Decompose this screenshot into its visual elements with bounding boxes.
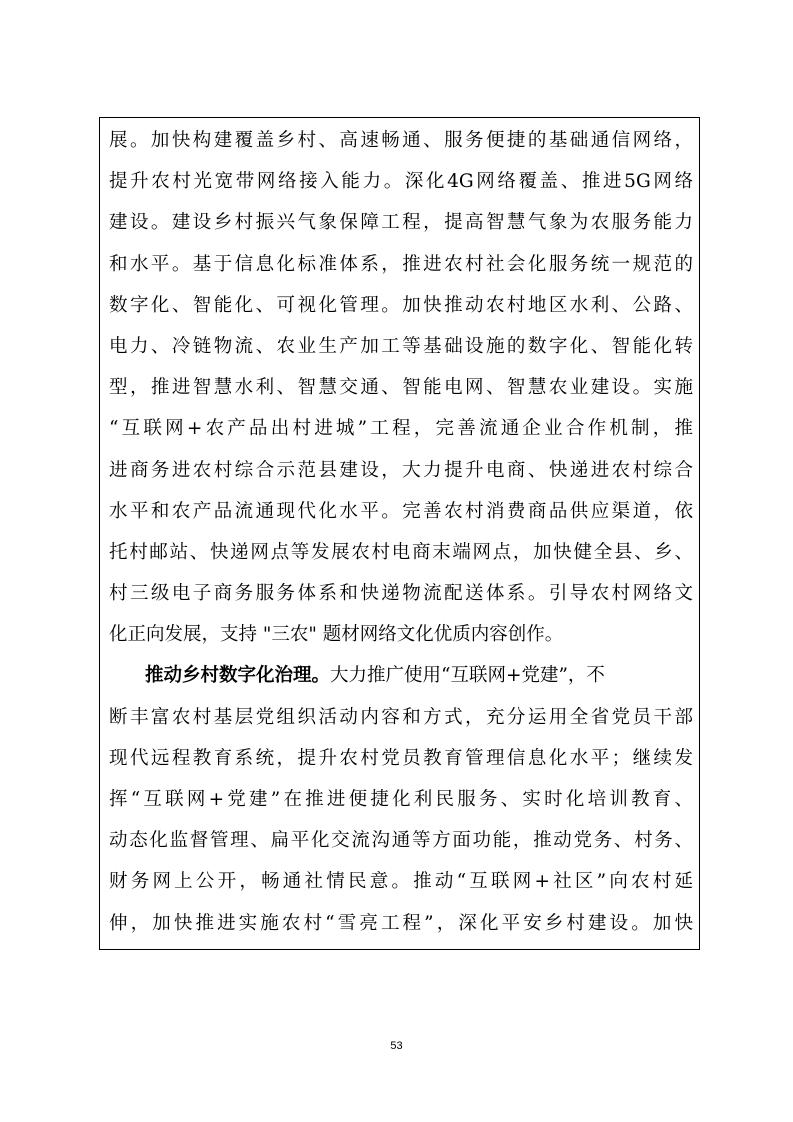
text-line: 动态化监督管理、扁平化交流沟通等方面功能，推动党务、村务、	[109, 830, 693, 852]
text-line: 化正向发展，支持 "三农" 题材网络文化优质内容创作。	[109, 624, 564, 646]
text-line: 财务网上公开，畅通社情民意。推动“互联网+社区”向农村延	[109, 871, 693, 893]
text-line: 进商务进农村综合示范县建设，大力提升电商、快递进农村综合	[109, 459, 693, 481]
paragraph-2-first-line	[109, 655, 693, 696]
text-line: 数字化、智能化、可视化管理。加快推动农村地区水利、公路、	[109, 294, 693, 316]
text-line: 现代远程教育系统，提升农村党员教育管理信息化水平；继续发	[109, 747, 693, 769]
text-line: “互联网+农产品出村进城”工程，完善流通企业合作机制，推	[109, 418, 693, 440]
text-line: 电力、冷链物流、农业生产加工等基础设施的数字化、智能化转	[109, 335, 693, 357]
text-line: 提升农村光宽带网络接入能力。深化4G网络覆盖、推进5G网络	[109, 171, 693, 193]
text-line: 伸，加快推进实施农村“雪亮工程”，深化平安乡村建设。加快	[109, 912, 693, 934]
text-line: 型，推进智慧水利、智慧交通、智能电网、智慧农业建设。实施	[109, 377, 693, 399]
text-line: 挥“互联网+党建”在推进便捷化利民服务、实时化培训教育、	[109, 789, 693, 810]
text-run: 大力推广使用“互联网+党建”，不	[330, 665, 605, 687]
text-line: 水平和农产品流通现代化水平。完善农村消费商品供应渠道，依	[109, 500, 693, 522]
text-line: 断丰富农村基层党组织活动内容和方式，充分运用全省党员干部	[109, 706, 693, 728]
text-line: 托村邮站、快递网点等发展农村电商末端网点，加快健全县、乡、	[109, 541, 693, 563]
text-line: 展。加快构建覆盖乡村、高速畅通、服务便捷的基础通信网络，	[109, 130, 693, 151]
text-line: 建设。建设乡村振兴气象保障工程，提高智慧气象为农服务能力	[109, 212, 693, 234]
text-line: 和水平。基于信息化标准体系，推进农村社会化服务统一规范的	[109, 253, 693, 275]
bold-lead-heading: 推动乡村数字化治理。	[145, 665, 331, 687]
text-line: 村三级电子商务服务体系和快递物流配送体系。引导农村网络文	[109, 583, 693, 605]
body-text	[109, 120, 693, 944]
page-number: 53	[390, 1040, 403, 1052]
